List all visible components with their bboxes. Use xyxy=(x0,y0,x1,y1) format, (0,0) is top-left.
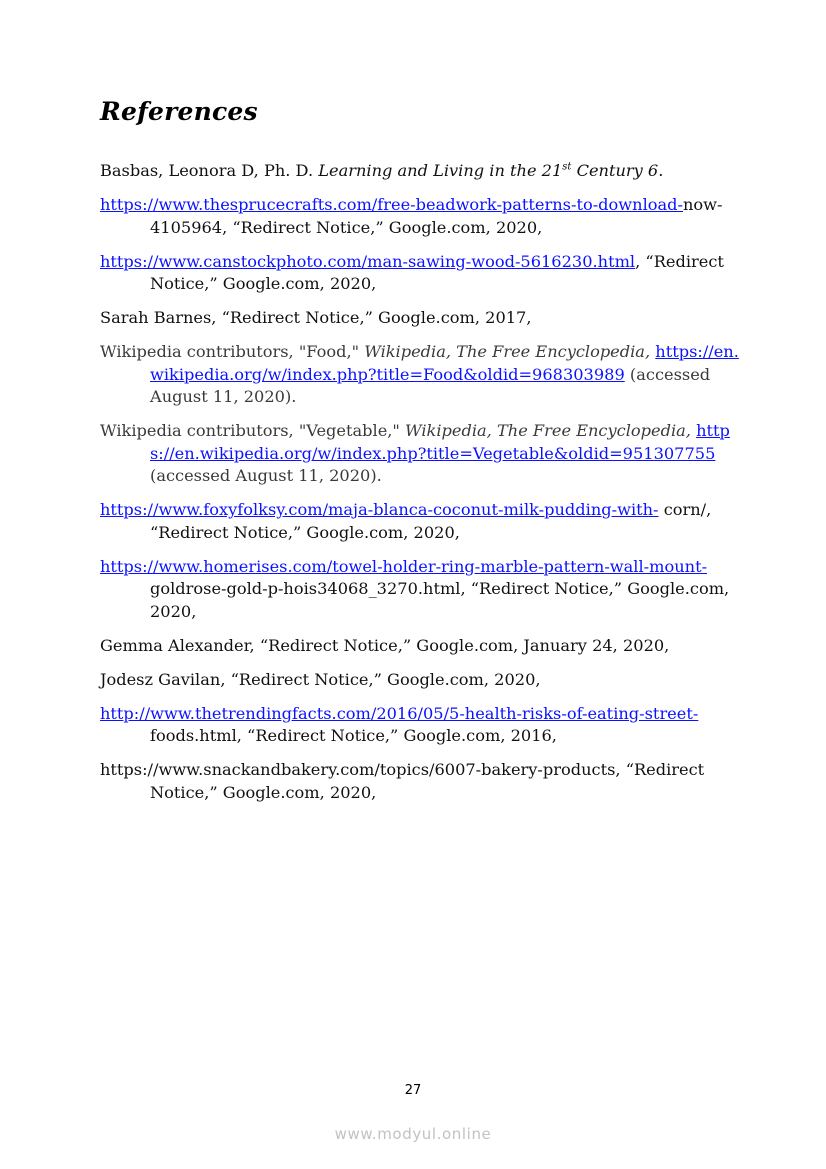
reference-text: foods.html, “Redirect Notice,” Google.com, 2016, xyxy=(150,726,557,745)
reference-item xyxy=(100,194,740,239)
reference-text: (accessed August 11, 2020). xyxy=(150,364,711,406)
reference-link[interactable]: https://en.wikipedia.org/w/index.php?title=Food&oldid=968303989 xyxy=(150,342,739,384)
reference-text: Sarah Barnes, “Redirect Notice,” Google.com, 2017, xyxy=(100,308,532,327)
reference-text: Jodesz Gavilan, “Redirect Notice,” Google.com, 2020, xyxy=(100,669,541,689)
reference-author: Wikipedia contributors, "Food," xyxy=(100,342,360,361)
reference-item: Basbas, Leonora D, Ph. D. Learning and Living in the 21st Century 6. xyxy=(100,161,664,180)
reference-item xyxy=(100,499,740,544)
reference-text: Gemma Alexander, “Redirect Notice,” Google.com, January 24, 2020, xyxy=(100,635,670,655)
reference-item xyxy=(100,307,740,330)
reference-item xyxy=(100,341,740,409)
reference-item xyxy=(100,669,740,692)
reference-text: corn/, “Redirect Notice,” Google.com, 2020, xyxy=(150,500,712,542)
page-title: References xyxy=(100,97,258,126)
reference-item xyxy=(100,556,740,624)
reference-item xyxy=(100,703,740,748)
reference-author: Basbas, Leonora D, Ph. D. xyxy=(100,161,314,180)
reference-link[interactable]: https://www.thesprucecrafts.com/free-beadwork-patterns-to-download- xyxy=(100,195,683,214)
superscript: st xyxy=(562,161,572,173)
reference-title: Wikipedia, The Free Encyclopedia, xyxy=(364,342,651,361)
reference-text: goldrose-gold-p-hois34068_3270.html, “Redirect Notice,” Google.com, 2020, xyxy=(150,579,730,621)
reference-item xyxy=(100,759,740,804)
reference-text: now-4105964, “Redirect Notice,” Google.com, 2020, xyxy=(150,195,723,237)
reference-text: https://www.snackandbakery.com/topics/6007-bakery-products, “Redirect Notice,” Google.com, 2020, xyxy=(100,760,705,802)
reference-link[interactable]: https://en.wikipedia.org/w/index.php?title=Vegetable&oldid=951307755 xyxy=(150,421,730,463)
reference-item xyxy=(100,251,740,296)
reference-item xyxy=(100,420,740,488)
reference-title: Learning and Living in the 21st Century 6 xyxy=(318,161,659,180)
reference-link[interactable]: https://www.foxyfolksy.com/maja-blanca-coconut-milk-pudding-with- xyxy=(100,500,659,519)
reference-list xyxy=(100,160,740,816)
reference-title: Wikipedia, The Free Encyclopedia, xyxy=(405,421,691,440)
reference-link[interactable]: https://www.canstockphoto.com/man-sawing-wood-5616230.html xyxy=(100,251,636,271)
reference-author: Wikipedia contributors, "Vegetable," xyxy=(100,421,400,440)
reference-text: , “Redirect Notice,” Google.com, 2020, xyxy=(150,251,724,293)
reference-text: (accessed August 11, 2020). xyxy=(150,466,382,485)
reference-item xyxy=(100,635,740,658)
watermark: www.modyul.online xyxy=(334,1125,492,1143)
reference-link[interactable]: https://www.homerises.com/towel-holder-ring-marble-pattern-wall-mount- xyxy=(100,556,708,576)
page-number: 27 xyxy=(404,1083,422,1098)
reference-link[interactable]: http://www.thetrendingfacts.com/2016/05/5-health-risks-of-eating-street- xyxy=(100,703,699,723)
